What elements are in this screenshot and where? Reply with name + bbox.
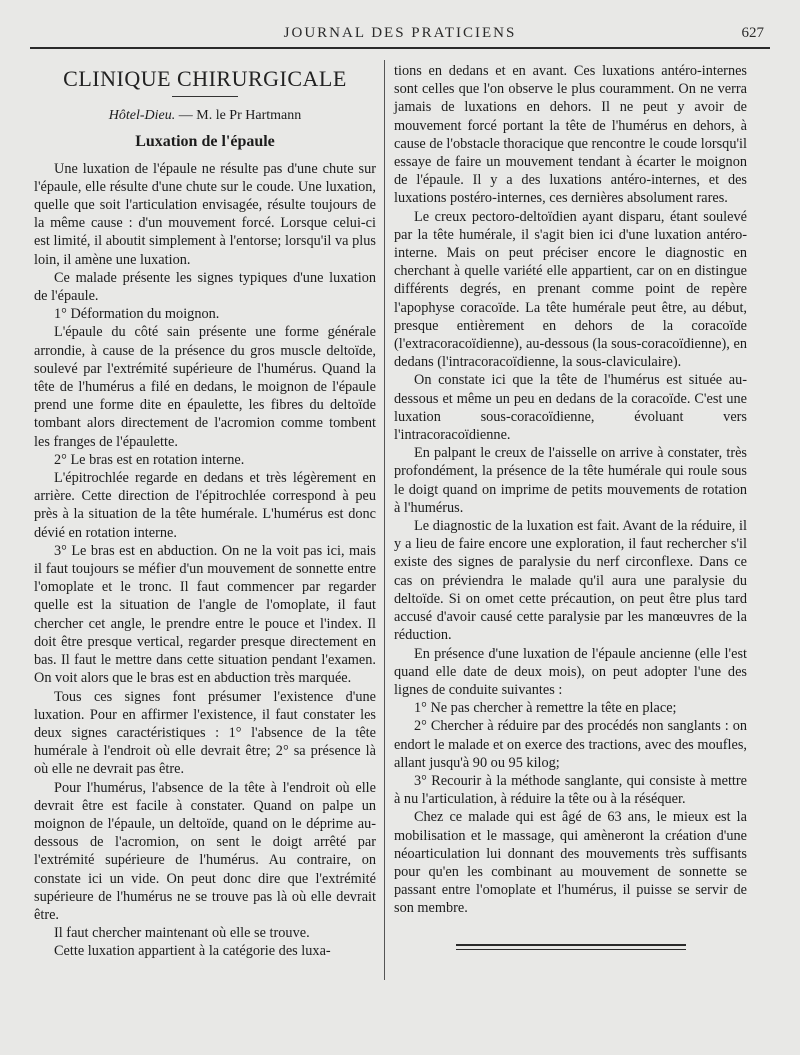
paragraph: En palpant le creux de l'aisselle on arrive à constater, très profondément, la présence de la tête humérale qui roule sous le doigt quand on imprime de petits mouvements de rotation à l'humérus. [394,445,747,516]
paragraph: 2° Chercher à réduire par des procédés non sanglants : on endort le malade et on exerce des tractions, avec des moufles, allant jusqu'à 90 ou 95 kilog; [394,718,747,771]
paragraph: Une luxation de l'épaule ne résulte pas d'une chute sur l'épaule, elle résulte d'une chute sur le coude. Une luxation, quelle que soit l'articulation envisagée, résulte toujours de la même cause : d'un mouvement forcé. Lorsque celui-ci est limité, il aboutit simplement à l'entorse; lorsqu'il va plus loin, il amène une luxation. [34,160,376,268]
paragraph-continued: tions en dedans et en avant. Ces luxations antéro-internes sont celles que l'on observe le plus couramment. On ne verra jamais de luxations en dehors. Il ne peut y avoir de mouvement forcé portant la tête de l'humérus en dehors, à cause de l'obstacle thoracique que rencontre le coude lorsqu'il essaye de faire un mouvement tendant à écarter le moignon de l'épaule. Il y a des luxations antéro-internes, et des luxations postéro-internes, ces dernières absolument rares. [394,63,747,207]
byline-author: — M. le Pr Hartmann [178,108,302,124]
paragraph: 1° Déformation du moignon. [54,306,220,323]
page-number: 627 [741,25,764,41]
paragraph: 3° Le bras est en abduction. On ne la voit pas ici, mais il faut toujours se méfier d'un mouvement de sonnette entre l'omoplate et le tronc. Il faut commencer par regarder quelle est la situation de l'angle de l'omoplate, il faut chercher cet angle, le prendre entre le pouce et l'index. Il doit être presque vertical, regarder presque directement en bas. Il faut le mettre dans cette situation pendant l'examen. On voit alors que le bras est en abduction très marquée. [34,542,376,687]
paragraph: Ce malade présente les signes typiques d'une luxation de l'épaule. [34,269,376,305]
paragraph: 3° Recourir à la méthode sanglante, qui consiste à mettre à nu l'articulation, à réduire la tête ou à la réséquer. [394,772,747,808]
title-rule [172,96,238,97]
article-end-rule [456,944,686,950]
paragraph: Tous ces signes font présumer l'existence d'une luxation. Pour en affirmer l'existence, il faut constater les deux signes caractéristiques : 1° l'absence de la tête humérale à l'endroit où elle devrait être; 2° sa présence là où elle ne devrait pas être. [34,688,376,778]
paragraph: Chez ce malade qui est âgé de 63 ans, le mieux est la mobilisation et le massage, qui amèneront la création d'une néoarticulation lui donnant des mouvements très suffisants pour qu'en les combinant au mouvement de sonnette se passant entre l'omoplate et l'humérus, il puisse se servir de son membre. [394,809,747,917]
header-rule [30,47,770,49]
byline [34,107,376,125]
article-subtitle: Luxation de l'épaule [135,133,275,151]
paragraph: 1° Ne pas chercher à remettre la tête en place; [414,700,677,717]
paragraph: L'épaule du côté sain présente une forme générale arrondie, à cause de la présence du gros muscle deltoïde, soulevé par l'extrémité supérieure de l'humérus. Quand la tête de l'humérus a filé en dedans, le moignon de l'épaule prend une forme dite en épaulette, les fibres du deltoïde tombant alors directement de l'acromion comme tombent les franges de l'épaulette. [34,324,376,450]
paragraph: Le creux pectoro-deltoïdien ayant disparu, étant soulevé par la tête humérale, il s'agit bien ici d'une luxation antéro-interne. Mais on peut préciser encore le diagnostic en cherchant à quelle variété elle appartient, car on en distingue différents degrés, en prenant comme point de repère l'apophyse coracoïde. La tête humérale peut être, au début, presque entièrement en dehors de la coracoïde (l'extracoracoïdienne), au-dessous (la sous-coracoïdienne), en dedans (l'intracoracoïdienne, la sous-claviculaire). [394,208,747,371]
column-divider [384,60,385,980]
paragraph: 2° Le bras est en rotation interne. [54,451,245,468]
paragraph: On constate ici que la tête de l'humérus est située au-dessous et même un peu en dedans de la coracoïde. C'est une luxation sous-coracoïdienne, évoluant vers l'intracoracoïdienne. [394,372,747,444]
paragraph: Il faut chercher maintenant où elle se trouve. [54,925,310,942]
section-title: CLINIQUE CHIRURGICALE [63,66,347,91]
byline-place: Hôtel-Dieu. [108,108,176,124]
paragraph: L'épitrochlée regarde en dedans et très légèrement en arrière. Cette direction de l'épitrochlée correspond à peu près à la situation de la tête humérale. L'humérus est donc dévié en rotation interne. [34,470,376,541]
paragraph: Le diagnostic de la luxation est fait. Avant de la réduire, il y a lieu de faire encore une exploration, il faut rechercher s'il existe des signes de paralysie du nerf circonflexe. Dans ce cas on préviendra le malade qu'il aura une paralysie du deltoïde. Si on omet cette précaution, on peut être plus tard accusé d'avoir causé cette paralysie par les manœuvres de la réduction. [394,518,747,644]
paragraph: En présence d'une luxation de l'épaule ancienne (elle l'est quand elle date de deux mois), on peut adopter l'une des lignes de conduite suivantes : [394,645,747,698]
journal-title: JOURNAL DES PRATICIENS [283,25,517,41]
paragraph: Pour l'humérus, l'absence de la tête à l'endroit où elle devrait être est facile à constater. Quand on palpe un moignon de l'épaule, un deltoïde, quand on le déprime au-dessous de l'acromion, on sent le doigt arrêté par l'extrémité supérieure de l'humérus. Au contraire, on constate ici un vide. On peut donc dire que l'extrémité supérieure de l'humérus ne se trouve pas là où elle devrait être. [34,779,376,923]
left-column [34,60,376,961]
right-column [394,62,747,950]
paragraph: Cette luxation appartient à la catégorie des luxa- [54,943,331,960]
running-head [30,25,770,45]
